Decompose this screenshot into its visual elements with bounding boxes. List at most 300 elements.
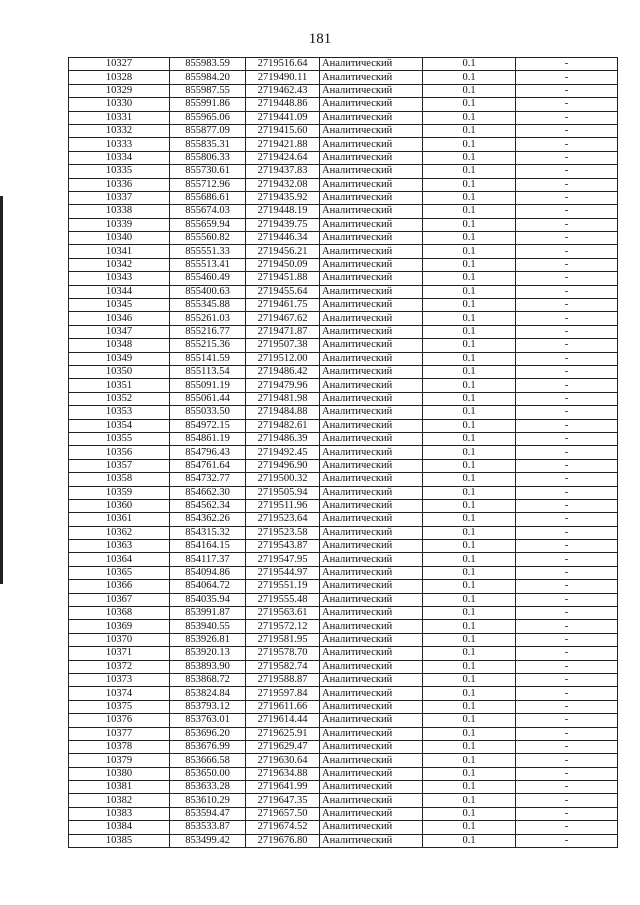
point-number-cell: 10377 <box>69 727 170 740</box>
error-cell: 0.1 <box>423 553 516 566</box>
y-coordinate-cell: 2719511.96 <box>246 499 320 512</box>
x-coordinate-cell: 855513.41 <box>170 258 246 271</box>
table-row <box>69 245 618 258</box>
point-number-cell: 10368 <box>69 607 170 620</box>
note-cell: - <box>516 687 618 700</box>
table-row <box>69 218 618 231</box>
x-coordinate-cell: 853940.55 <box>170 620 246 633</box>
method-cell: Аналитический <box>320 71 423 84</box>
error-cell: 0.1 <box>423 473 516 486</box>
method-cell: Аналитический <box>320 740 423 753</box>
table-row <box>69 593 618 606</box>
error-cell: 0.1 <box>423 700 516 713</box>
x-coordinate-cell: 853499.42 <box>170 834 246 847</box>
x-coordinate-cell: 855551.33 <box>170 245 246 258</box>
x-coordinate-cell: 855987.55 <box>170 84 246 97</box>
error-cell: 0.1 <box>423 191 516 204</box>
x-coordinate-cell: 855261.03 <box>170 312 246 325</box>
table-row <box>69 379 618 392</box>
table-row <box>69 151 618 164</box>
method-cell: Аналитический <box>320 165 423 178</box>
method-cell: Аналитический <box>320 325 423 338</box>
method-cell: Аналитический <box>320 754 423 767</box>
x-coordinate-cell: 853666.58 <box>170 754 246 767</box>
point-number-cell: 10372 <box>69 660 170 673</box>
x-coordinate-cell: 855806.33 <box>170 151 246 164</box>
table-row <box>69 232 618 245</box>
y-coordinate-cell: 2719450.09 <box>246 258 320 271</box>
table-row <box>69 165 618 178</box>
method-cell: Аналитический <box>320 499 423 512</box>
table-row <box>69 285 618 298</box>
y-coordinate-cell: 2719479.96 <box>246 379 320 392</box>
table-row <box>69 365 618 378</box>
table-row <box>69 312 618 325</box>
method-cell: Аналитический <box>320 379 423 392</box>
error-cell: 0.1 <box>423 272 516 285</box>
x-coordinate-cell: 855215.36 <box>170 339 246 352</box>
note-cell: - <box>516 553 618 566</box>
point-number-cell: 10373 <box>69 673 170 686</box>
note-cell: - <box>516 205 618 218</box>
error-cell: 0.1 <box>423 660 516 673</box>
note-cell: - <box>516 84 618 97</box>
note-cell: - <box>516 754 618 767</box>
note-cell: - <box>516 794 618 807</box>
table-row <box>69 727 618 740</box>
method-cell: Аналитический <box>320 232 423 245</box>
table-row <box>69 807 618 820</box>
point-number-cell: 10331 <box>69 111 170 124</box>
method-cell: Аналитический <box>320 473 423 486</box>
table-row <box>69 191 618 204</box>
note-cell: - <box>516 178 618 191</box>
point-number-cell: 10380 <box>69 767 170 780</box>
error-cell: 0.1 <box>423 607 516 620</box>
y-coordinate-cell: 2719482.61 <box>246 419 320 432</box>
y-coordinate-cell: 2719582.74 <box>246 660 320 673</box>
y-coordinate-cell: 2719674.52 <box>246 821 320 834</box>
table-row <box>69 419 618 432</box>
method-cell: Аналитический <box>320 406 423 419</box>
error-cell: 0.1 <box>423 111 516 124</box>
note-cell: - <box>516 566 618 579</box>
table-row <box>69 339 618 352</box>
point-number-cell: 10375 <box>69 700 170 713</box>
error-cell: 0.1 <box>423 687 516 700</box>
point-number-cell: 10354 <box>69 419 170 432</box>
point-number-cell: 10379 <box>69 754 170 767</box>
y-coordinate-cell: 2719630.64 <box>246 754 320 767</box>
note-cell: - <box>516 540 618 553</box>
point-number-cell: 10359 <box>69 486 170 499</box>
error-cell: 0.1 <box>423 124 516 137</box>
x-coordinate-cell: 854362.26 <box>170 513 246 526</box>
method-cell: Аналитический <box>320 285 423 298</box>
y-coordinate-cell: 2719462.43 <box>246 84 320 97</box>
y-coordinate-cell: 2719481.98 <box>246 392 320 405</box>
method-cell: Аналитический <box>320 647 423 660</box>
note-cell: - <box>516 58 618 71</box>
note-cell: - <box>516 299 618 312</box>
point-number-cell: 10329 <box>69 84 170 97</box>
y-coordinate-cell: 2719505.94 <box>246 486 320 499</box>
x-coordinate-cell: 855659.94 <box>170 218 246 231</box>
method-cell: Аналитический <box>320 553 423 566</box>
x-coordinate-cell: 854972.15 <box>170 419 246 432</box>
note-cell: - <box>516 660 618 673</box>
x-coordinate-cell: 855835.31 <box>170 138 246 151</box>
y-coordinate-cell: 2719486.42 <box>246 365 320 378</box>
point-number-cell: 10362 <box>69 526 170 539</box>
x-coordinate-cell: 854861.19 <box>170 432 246 445</box>
x-coordinate-cell: 855991.86 <box>170 98 246 111</box>
y-coordinate-cell: 2719448.19 <box>246 205 320 218</box>
y-coordinate-cell: 2719441.09 <box>246 111 320 124</box>
method-cell: Аналитический <box>320 205 423 218</box>
note-cell: - <box>516 647 618 660</box>
point-number-cell: 10341 <box>69 245 170 258</box>
error-cell: 0.1 <box>423 767 516 780</box>
x-coordinate-cell: 855983.59 <box>170 58 246 71</box>
point-number-cell: 10350 <box>69 365 170 378</box>
method-cell: Аналитический <box>320 58 423 71</box>
method-cell: Аналитический <box>320 486 423 499</box>
y-coordinate-cell: 2719461.75 <box>246 299 320 312</box>
point-number-cell: 10343 <box>69 272 170 285</box>
method-cell: Аналитический <box>320 365 423 378</box>
note-cell: - <box>516 486 618 499</box>
point-number-cell: 10357 <box>69 459 170 472</box>
note-cell: - <box>516 151 618 164</box>
error-cell: 0.1 <box>423 620 516 633</box>
point-number-cell: 10348 <box>69 339 170 352</box>
y-coordinate-cell: 2719641.99 <box>246 781 320 794</box>
point-number-cell: 10332 <box>69 124 170 137</box>
error-cell: 0.1 <box>423 807 516 820</box>
method-cell: Аналитический <box>320 111 423 124</box>
x-coordinate-cell: 855712.96 <box>170 178 246 191</box>
method-cell: Аналитический <box>320 151 423 164</box>
point-number-cell: 10363 <box>69 540 170 553</box>
x-coordinate-cell: 855061.44 <box>170 392 246 405</box>
x-coordinate-cell: 855345.88 <box>170 299 246 312</box>
y-coordinate-cell: 2719572.12 <box>246 620 320 633</box>
method-cell: Аналитический <box>320 339 423 352</box>
method-cell: Аналитический <box>320 767 423 780</box>
method-cell: Аналитический <box>320 258 423 271</box>
error-cell: 0.1 <box>423 71 516 84</box>
y-coordinate-cell: 2719432.08 <box>246 178 320 191</box>
point-number-cell: 10344 <box>69 285 170 298</box>
note-cell: - <box>516 834 618 847</box>
y-coordinate-cell: 2719512.00 <box>246 352 320 365</box>
table-row <box>69 178 618 191</box>
note-cell: - <box>516 526 618 539</box>
table-row <box>69 660 618 673</box>
y-coordinate-cell: 2719676.80 <box>246 834 320 847</box>
error-cell: 0.1 <box>423 285 516 298</box>
error-cell: 0.1 <box>423 325 516 338</box>
note-cell: - <box>516 71 618 84</box>
y-coordinate-cell: 2719492.45 <box>246 446 320 459</box>
point-number-cell: 10374 <box>69 687 170 700</box>
point-number-cell: 10361 <box>69 513 170 526</box>
x-coordinate-cell: 853650.00 <box>170 767 246 780</box>
x-coordinate-cell: 854761.64 <box>170 459 246 472</box>
table-row <box>69 84 618 97</box>
x-coordinate-cell: 854315.32 <box>170 526 246 539</box>
error-cell: 0.1 <box>423 312 516 325</box>
x-coordinate-cell: 855460.49 <box>170 272 246 285</box>
note-cell: - <box>516 714 618 727</box>
error-cell: 0.1 <box>423 258 516 271</box>
note-cell: - <box>516 673 618 686</box>
note-cell: - <box>516 218 618 231</box>
note-cell: - <box>516 272 618 285</box>
point-number-cell: 10358 <box>69 473 170 486</box>
error-cell: 0.1 <box>423 673 516 686</box>
error-cell: 0.1 <box>423 513 516 526</box>
note-cell: - <box>516 620 618 633</box>
note-cell: - <box>516 446 618 459</box>
error-cell: 0.1 <box>423 499 516 512</box>
table-row <box>69 432 618 445</box>
point-number-cell: 10352 <box>69 392 170 405</box>
method-cell: Аналитический <box>320 660 423 673</box>
y-coordinate-cell: 2719435.92 <box>246 191 320 204</box>
method-cell: Аналитический <box>320 700 423 713</box>
point-number-cell: 10382 <box>69 794 170 807</box>
y-coordinate-cell: 2719551.19 <box>246 580 320 593</box>
method-cell: Аналитический <box>320 299 423 312</box>
point-number-cell: 10347 <box>69 325 170 338</box>
point-number-cell: 10367 <box>69 593 170 606</box>
x-coordinate-cell: 854117.37 <box>170 553 246 566</box>
point-number-cell: 10383 <box>69 807 170 820</box>
point-number-cell: 10355 <box>69 432 170 445</box>
table-row <box>69 620 618 633</box>
table-row <box>69 633 618 646</box>
table-row <box>69 459 618 472</box>
error-cell: 0.1 <box>423 593 516 606</box>
note-cell: - <box>516 138 618 151</box>
table-row <box>69 473 618 486</box>
x-coordinate-cell: 853610.29 <box>170 794 246 807</box>
table-row <box>69 124 618 137</box>
method-cell: Аналитический <box>320 714 423 727</box>
point-number-cell: 10370 <box>69 633 170 646</box>
table-row <box>69 325 618 338</box>
y-coordinate-cell: 2719415.60 <box>246 124 320 137</box>
table-row <box>69 392 618 405</box>
x-coordinate-cell: 854732.77 <box>170 473 246 486</box>
x-coordinate-cell: 853893.90 <box>170 660 246 673</box>
y-coordinate-cell: 2719486.39 <box>246 432 320 445</box>
note-cell: - <box>516 111 618 124</box>
y-coordinate-cell: 2719421.88 <box>246 138 320 151</box>
method-cell: Аналитический <box>320 419 423 432</box>
y-coordinate-cell: 2719588.87 <box>246 673 320 686</box>
method-cell: Аналитический <box>320 781 423 794</box>
note-cell: - <box>516 499 618 512</box>
error-cell: 0.1 <box>423 232 516 245</box>
table-row <box>69 58 618 71</box>
error-cell: 0.1 <box>423 432 516 445</box>
point-number-cell: 10376 <box>69 714 170 727</box>
note-cell: - <box>516 593 618 606</box>
note-cell: - <box>516 232 618 245</box>
y-coordinate-cell: 2719484.88 <box>246 406 320 419</box>
point-number-cell: 10364 <box>69 553 170 566</box>
point-number-cell: 10356 <box>69 446 170 459</box>
method-cell: Аналитический <box>320 673 423 686</box>
x-coordinate-cell: 854796.43 <box>170 446 246 459</box>
y-coordinate-cell: 2719500.32 <box>246 473 320 486</box>
y-coordinate-cell: 2719544.97 <box>246 566 320 579</box>
note-cell: - <box>516 325 618 338</box>
point-number-cell: 10351 <box>69 379 170 392</box>
error-cell: 0.1 <box>423 58 516 71</box>
error-cell: 0.1 <box>423 151 516 164</box>
method-cell: Аналитический <box>320 513 423 526</box>
note-cell: - <box>516 781 618 794</box>
point-number-cell: 10334 <box>69 151 170 164</box>
note-cell: - <box>516 459 618 472</box>
x-coordinate-cell: 853868.72 <box>170 673 246 686</box>
method-cell: Аналитический <box>320 821 423 834</box>
table-row <box>69 673 618 686</box>
table-row <box>69 794 618 807</box>
table-row <box>69 71 618 84</box>
x-coordinate-cell: 855984.20 <box>170 71 246 84</box>
point-number-cell: 10385 <box>69 834 170 847</box>
error-cell: 0.1 <box>423 245 516 258</box>
point-number-cell: 10378 <box>69 740 170 753</box>
table-row <box>69 499 618 512</box>
x-coordinate-cell: 854094.86 <box>170 566 246 579</box>
method-cell: Аналитический <box>320 218 423 231</box>
error-cell: 0.1 <box>423 647 516 660</box>
method-cell: Аналитический <box>320 687 423 700</box>
method-cell: Аналитический <box>320 84 423 97</box>
table-row <box>69 700 618 713</box>
x-coordinate-cell: 853920.13 <box>170 647 246 660</box>
y-coordinate-cell: 2719467.62 <box>246 312 320 325</box>
method-cell: Аналитический <box>320 526 423 539</box>
point-number-cell: 10330 <box>69 98 170 111</box>
x-coordinate-cell: 854562.34 <box>170 499 246 512</box>
y-coordinate-cell: 2719439.75 <box>246 218 320 231</box>
table-row <box>69 647 618 660</box>
point-number-cell: 10346 <box>69 312 170 325</box>
method-cell: Аналитический <box>320 124 423 137</box>
point-number-cell: 10336 <box>69 178 170 191</box>
x-coordinate-cell: 853696.20 <box>170 727 246 740</box>
table-row <box>69 754 618 767</box>
point-number-cell: 10369 <box>69 620 170 633</box>
note-cell: - <box>516 767 618 780</box>
y-coordinate-cell: 2719471.87 <box>246 325 320 338</box>
note-cell: - <box>516 379 618 392</box>
method-cell: Аналитический <box>320 727 423 740</box>
error-cell: 0.1 <box>423 714 516 727</box>
method-cell: Аналитический <box>320 432 423 445</box>
method-cell: Аналитический <box>320 633 423 646</box>
error-cell: 0.1 <box>423 178 516 191</box>
x-coordinate-cell: 854164.15 <box>170 540 246 553</box>
note-cell: - <box>516 98 618 111</box>
point-number-cell: 10349 <box>69 352 170 365</box>
y-coordinate-cell: 2719456.21 <box>246 245 320 258</box>
point-number-cell: 10384 <box>69 821 170 834</box>
method-cell: Аналитический <box>320 593 423 606</box>
table-row <box>69 834 618 847</box>
table-row <box>69 821 618 834</box>
note-cell: - <box>516 339 618 352</box>
x-coordinate-cell: 855216.77 <box>170 325 246 338</box>
x-coordinate-cell: 853824.84 <box>170 687 246 700</box>
method-cell: Аналитический <box>320 392 423 405</box>
y-coordinate-cell: 2719657.50 <box>246 807 320 820</box>
note-cell: - <box>516 740 618 753</box>
method-cell: Аналитический <box>320 607 423 620</box>
error-cell: 0.1 <box>423 821 516 834</box>
x-coordinate-cell: 853633.28 <box>170 781 246 794</box>
error-cell: 0.1 <box>423 299 516 312</box>
page-number: 181 <box>308 31 332 47</box>
x-coordinate-cell: 853533.87 <box>170 821 246 834</box>
error-cell: 0.1 <box>423 446 516 459</box>
y-coordinate-cell: 2719625.91 <box>246 727 320 740</box>
x-coordinate-cell: 854662.30 <box>170 486 246 499</box>
table-row <box>69 553 618 566</box>
method-cell: Аналитический <box>320 352 423 365</box>
point-number-cell: 10337 <box>69 191 170 204</box>
x-coordinate-cell: 853991.87 <box>170 607 246 620</box>
note-cell: - <box>516 432 618 445</box>
error-cell: 0.1 <box>423 205 516 218</box>
method-cell: Аналитический <box>320 245 423 258</box>
method-cell: Аналитический <box>320 191 423 204</box>
y-coordinate-cell: 2719451.88 <box>246 272 320 285</box>
note-cell: - <box>516 607 618 620</box>
y-coordinate-cell: 2719437.83 <box>246 165 320 178</box>
note-cell: - <box>516 580 618 593</box>
error-cell: 0.1 <box>423 633 516 646</box>
method-cell: Аналитический <box>320 566 423 579</box>
table-row <box>69 352 618 365</box>
error-cell: 0.1 <box>423 794 516 807</box>
y-coordinate-cell: 2719543.87 <box>246 540 320 553</box>
point-number-cell: 10328 <box>69 71 170 84</box>
error-cell: 0.1 <box>423 339 516 352</box>
method-cell: Аналитический <box>320 580 423 593</box>
note-cell: - <box>516 245 618 258</box>
method-cell: Аналитический <box>320 272 423 285</box>
note-cell: - <box>516 392 618 405</box>
x-coordinate-cell: 855113.54 <box>170 365 246 378</box>
table-row <box>69 299 618 312</box>
error-cell: 0.1 <box>423 138 516 151</box>
table-row <box>69 526 618 539</box>
error-cell: 0.1 <box>423 580 516 593</box>
table-row <box>69 486 618 499</box>
y-coordinate-cell: 2719597.84 <box>246 687 320 700</box>
method-cell: Аналитический <box>320 178 423 191</box>
x-coordinate-cell: 853793.12 <box>170 700 246 713</box>
y-coordinate-cell: 2719446.34 <box>246 232 320 245</box>
